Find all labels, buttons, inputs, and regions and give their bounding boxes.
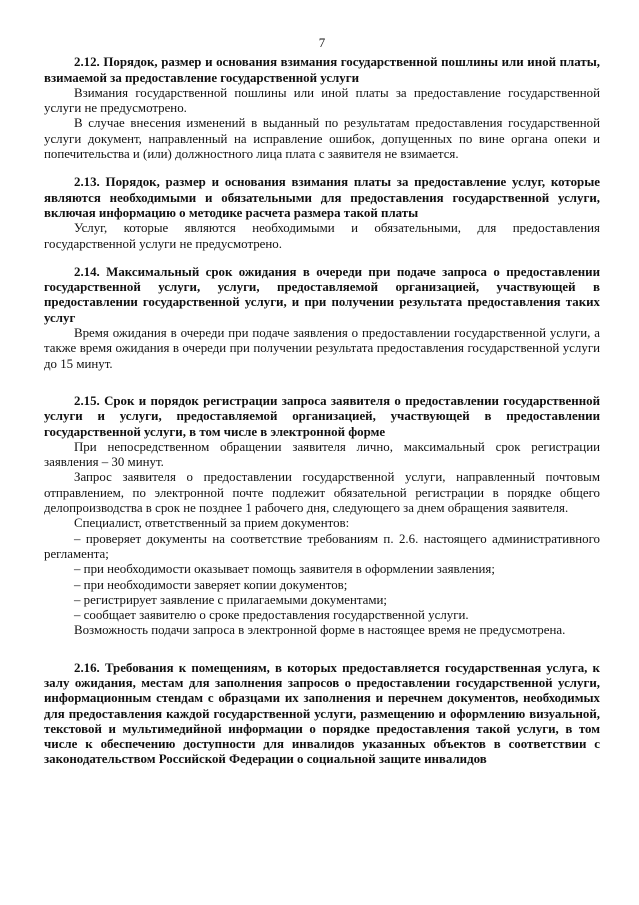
section-heading-2-15: 2.15. Срок и порядок регистрации запроса заявителя о предоставлении государственной услуги и услуги, предоставляемой организацией, участвующей в предоставлении государственной услуги, в том числе в электронной форме [44, 393, 600, 439]
list-item: – сообщает заявителю о сроке предоставления государственной услуги. [74, 608, 469, 623]
list-item: – проверяет документы на соответствие требованиям п. 2.6. настоящего административного регламента; [44, 531, 600, 561]
paragraph: В случае внесения изменений в выданный по результатам предоставления государственной услуги документ, направленный на исправление ошибок, допущенных по вине органа опеки и попечительства и (или) должностного лица плата с заявителя не взимается. [44, 116, 600, 162]
list-item: – при необходимости оказывает помощь заявителя в оформлении заявления; [74, 562, 495, 577]
paragraph: Запрос заявителя о предоставлении государственной услуги, направленный почтовым отправлением, по электронной почте подлежит обязательной регистрации в порядке общего делопроизводства в срок не позднее 1 рабочего дня, следующего за днем обращения заявителя. [44, 470, 600, 516]
paragraph: Время ожидания в очереди при подаче заявления о предоставлении государственной услуги, а также время ожидания в очереди при получении результата предоставления государственной услуги до 15 минут. [44, 326, 600, 371]
section-2-12 [44, 55, 600, 162]
section-2-15 [44, 394, 600, 639]
section-2-16 [44, 661, 600, 768]
section-2-13 [44, 175, 600, 251]
paragraph: Возможность подачи запроса в электронной форме в настоящее время не предусмотрена. [74, 623, 566, 638]
section-heading-2-16: 2.16. Требования к помещениям, в которых предоставляется государственная услуга, к залу ожидания, местам для заполнения запросов о предоставлении государственной услуги, информационным стендам с образцами их заполнения и перечнем документов, необходимых для предоставления каждой государственной услуги, размещению и оформлению визуальной, текстовой и мультимедийной информации о порядке предоставления такой услуги, в том числе к обеспечению доступности для инвалидов указанных объектов в соответствии с законодательством Российской Федерации о социальной защите инвалидов [44, 660, 600, 767]
paragraph: Специалист, ответственный за прием документов: [74, 516, 350, 531]
paragraph: При непосредственном обращении заявителя лично, максимальный срок регистрации заявления – 30 минут. [44, 439, 600, 470]
paragraph: Взимания государственной пошлины или иной платы за предоставление государственной услуги не предусмотрено. [44, 85, 600, 116]
page-number: 7 [318, 36, 326, 50]
document-page [44, 36, 600, 768]
paragraph: Услуг, которые являются необходимыми и обязательными, для предоставления государственной услуги не предусмотрено. [44, 221, 600, 251]
section-heading-2-14: 2.14. Максимальный срок ожидания в очереди при подаче запроса о предоставлении государственной услуги, услуги, предоставляемой организацией, участвующей в предоставлении государственной услуги, и при получении результата предоставления таких услуг [44, 264, 600, 325]
section-heading-2-13: 2.13. Порядок, размер и основания взимания платы за предоставление услуг, которые являются необходимыми и обязательными для предоставления государственной услуги, включая информацию о методике расчета размера такой платы [44, 175, 600, 220]
section-2-14 [44, 265, 600, 372]
list-item: – регистрирует заявление с прилагаемыми документами; [74, 592, 388, 607]
list-item: – при необходимости заверяет копии документов; [74, 577, 348, 592]
section-heading-2-12: 2.12. Порядок, размер и основания взимания государственной пошлины или иной платы, взимаемой за предоставление государственной услуги [44, 55, 600, 85]
